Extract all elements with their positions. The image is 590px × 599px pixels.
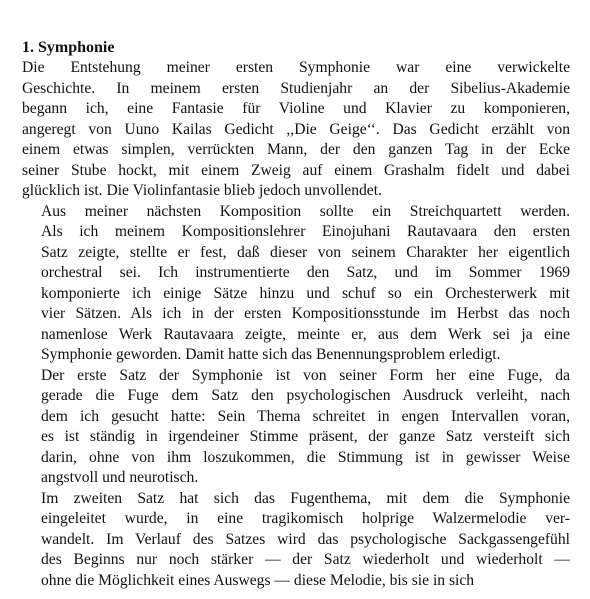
section-heading: 1. Symphonie xyxy=(22,39,115,56)
text-line: Im zweiten Satz hat sich das Fugenthema, mit dem die Symphonie xyxy=(41,489,570,507)
text-line: glücklich ist. Die Violinfantasie blieb jedoch unvollendet. xyxy=(22,182,382,199)
text-line: Der erste Satz der Symphonie ist von seiner Form her eine Fuge, da xyxy=(41,366,570,384)
text-line: begann ich, eine Fantasie für Violine und Klavier zu komponieren, xyxy=(22,100,570,117)
text-line: angstvoll und neurotisch. xyxy=(41,469,199,486)
paragraph xyxy=(22,202,570,366)
text-line: seiner Stube hockt, mit einem Zweig auf einem Grashalm fidelt und dabei xyxy=(22,161,570,179)
text-line: vier Sätzen. Als ich in der ersten Kompositionsstunde im Herbst das noch xyxy=(41,305,570,322)
text-line: einem etwas simplen, verrückten Mann, der den ganzen Tag in der Ecke xyxy=(22,141,570,158)
text-line: Als ich meinem Kompositionslehrer Einojuhani Rautavaara den ersten xyxy=(41,223,570,240)
text-line: Geschichte. In meinem ersten Studienjahr an der Sibelius-Akademie xyxy=(22,79,570,97)
text-line: komponierte ich einige Sätze hinzu und schuf so ein Orchesterwerk mit xyxy=(41,284,570,302)
text-line: Symphonie geworden. Damit hatte sich das Benennungsproblem erledigt. xyxy=(41,346,501,363)
text-line: Satz zeigte, stellte er fest, daß dieser von seinem Charakter her eigentlich xyxy=(41,243,570,261)
text-line: des Beginns nur noch stärker — der Satz wiederholt und wiederholt — xyxy=(41,551,570,568)
paragraph xyxy=(22,489,570,592)
paragraph xyxy=(22,366,570,489)
text-line: darin, ohne von ihm loszukommen, die Stimmung ist in gewisser Weise xyxy=(41,448,570,466)
text-line: es ist ständig in irgendeiner Stimme präsent, der ganze Satz versteift sich xyxy=(41,428,570,445)
text-line: orchestral sei. Ich instrumentierte den Satz, und im Sommer 1969 xyxy=(41,264,570,281)
text-line: dem ich gesucht hatte: Sein Thema schreitet in engen Intervallen voran, xyxy=(41,407,570,425)
body-text xyxy=(22,58,570,591)
text-line: gerade die Fuge dem Satz den psychologischen Ausdruck verleiht, nach xyxy=(41,387,570,404)
text-line: ohne die Möglichkeit eines Auswegs — diese Melodie, bis sie in sich xyxy=(41,571,475,589)
text-line: wandelt. Im Verlauf des Satzes wird das psychologische Sackgassengefühl xyxy=(41,530,570,548)
paragraph xyxy=(22,58,570,202)
text-line: namenlose Werk Rautavaara zeigte, meinte er, aus dem Werk sei ja eine xyxy=(41,325,570,343)
text-line: eingeleitet wurde, in eine tragikomisch holprige Walzermelodie ver- xyxy=(41,510,570,527)
text-line: Die Entstehung meiner ersten Symphonie war eine verwickelte xyxy=(22,59,570,76)
text-line: Aus meiner nächsten Komposition sollte ein Streichquartett werden. xyxy=(41,202,570,220)
text-line: angeregt von Uuno Kailas Gedicht ,,Die Geige‘‘. Das Gedicht erzählt von xyxy=(22,120,570,138)
